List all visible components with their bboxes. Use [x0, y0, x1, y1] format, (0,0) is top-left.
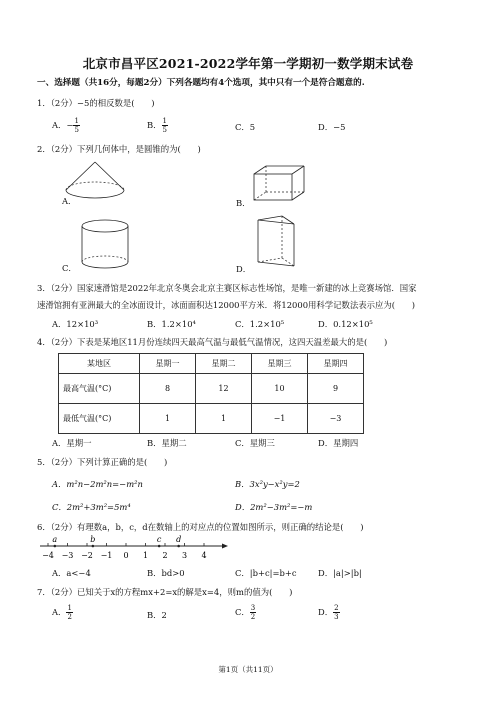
q7-a-numerator: 1 [67, 604, 72, 612]
table-header-row [59, 354, 364, 374]
header-cell: 星期三 [252, 354, 308, 374]
table-cell: 9 [308, 374, 364, 404]
question-3-line2: 速滑馆拥有亚洲最大的全冰面设计，冰面面积达12000平方米．将12000用科学记数法表示应为( ) [37, 300, 416, 310]
q4-option-c: C．星期三 [235, 438, 275, 448]
question-1 [37, 97, 155, 109]
question-2: 2．（2分）下列几何体中，是圆锥的为( ) [37, 144, 201, 154]
q7-c-label: C． [235, 607, 250, 617]
q7-option-d [318, 604, 340, 621]
number-line-tick-label: −4 [42, 551, 54, 560]
q4-option-a: A．星期一 [52, 438, 92, 448]
q1-b-fraction [162, 117, 168, 134]
q1-a-denominator: 5 [74, 126, 79, 134]
q4-option-d: D．星期四 [318, 438, 359, 448]
q1-option-d: D．−5 [318, 122, 346, 132]
number-line-tick-label: 0 [123, 551, 129, 560]
q7-a-fraction [66, 604, 72, 621]
q1-b-numerator: 1 [162, 117, 167, 125]
q4-option-b: B．星期二 [147, 438, 187, 448]
q1-number: −5 [76, 98, 90, 108]
number-line-tick-label: −3 [61, 551, 74, 560]
table-cell: 8 [140, 374, 196, 404]
q3-option-d: D．0.12×10⁵ [318, 319, 373, 329]
page-title: 北京市昌平区2021-2022学年第一学期初一数学期末试卷 [82, 56, 414, 71]
row-label: 最高气温(°C) [59, 374, 140, 404]
q7-d-denominator: 3 [334, 613, 339, 621]
table-cell: 12 [196, 374, 252, 404]
q1-a-sign: − [66, 120, 74, 130]
question-6: 6．（2分）有理数a，b，c，d在数轴上的对应点的位置如图所示，则正确的结论是( ) [37, 522, 364, 532]
q3-option-b: B．1.2×10⁴ [147, 319, 196, 329]
row-label: 最低气温(°C) [59, 404, 140, 434]
q7-option-a [52, 604, 73, 621]
table-row [59, 374, 364, 404]
q1-option-c: C．5 [235, 122, 256, 132]
table-cell: 10 [252, 374, 308, 404]
number-line-tick-label: −2 [81, 551, 93, 560]
q1-prefix: 1．（2分） [37, 98, 77, 108]
q7-d-numerator: 2 [334, 604, 339, 612]
q5-option-c: C．2m²+3m²=5m⁴ [52, 502, 131, 512]
q5-option-b: B．3x²y−x²y=2 [235, 479, 300, 489]
number-line-tick-label: 4 [201, 551, 207, 560]
number-line-tick-label: 3 [181, 551, 188, 560]
q7-a-denominator: 2 [67, 613, 72, 621]
q1-a-label: A． [52, 120, 67, 130]
table-row [59, 404, 364, 434]
q2-option-b: B． [236, 198, 251, 208]
arrow-icon [222, 544, 228, 549]
header-cell: 星期四 [308, 354, 364, 374]
header-cell: 星期一 [140, 354, 196, 374]
q6-option-a: A．a<−4 [52, 568, 91, 578]
q3-option-c: C．1.2×10⁵ [235, 319, 285, 329]
q1-a-numerator: 1 [74, 117, 79, 125]
section-heading: 一、选择题（共16分，每题2分）下列各题均有4个选项，其中只有一个是符合题意的. [37, 78, 365, 88]
number-line-point [54, 545, 57, 548]
question-5: 5．（2分）下列计算正确的是( ) [37, 457, 168, 467]
q1-a-fraction [73, 117, 79, 134]
q7-d-label: D． [318, 607, 334, 617]
q6-option-c: C．|b+c|=b+c [235, 568, 297, 578]
question-4: 4．（2分）下表是某地区11月份连续四天最高气温与最低气温情况，这四天温差最大的是( ) [37, 337, 388, 347]
q1-b-denominator: 5 [162, 126, 167, 134]
number-line [40, 536, 240, 564]
q7-d-fraction [333, 604, 339, 621]
number-line-tick-label: 1 [142, 551, 149, 560]
question-7: 7．（2分）已知关于x的方程mx+2=x的解是x=4，则m的值为( ) [37, 587, 293, 597]
number-line-point-label: c [156, 535, 162, 544]
q7-c-fraction [250, 604, 256, 621]
q7-option-c [235, 604, 256, 621]
table-cell: −1 [252, 404, 308, 434]
cuboid-figure [250, 164, 310, 204]
q7-option-b: B．2 [147, 610, 167, 620]
number-line-point [158, 545, 161, 548]
q5-option-a: A．m²n−2m²n=−m²n [52, 479, 143, 489]
q3-option-a: A．12×10³ [52, 319, 99, 329]
q1-b-label: B． [147, 120, 162, 130]
q2-option-d: D． [236, 264, 252, 274]
prism-figure [252, 214, 302, 272]
q1-option-a [52, 117, 80, 134]
q2-option-c: C． [62, 263, 77, 273]
number-line-point-label: b [90, 535, 96, 544]
number-line-point-label: a [52, 535, 58, 544]
q6-option-b: B．bd>0 [147, 568, 185, 578]
temperature-table [58, 353, 364, 434]
q2-option-a: A． [62, 196, 77, 206]
number-line-point [177, 545, 180, 548]
q6-option-d: D．|a|>|b| [318, 568, 362, 578]
table-cell: 1 [196, 404, 252, 434]
number-line-point [92, 545, 95, 548]
q1-option-b [147, 117, 168, 134]
q5-option-d: D．2m²−3m²=−m [235, 502, 313, 512]
number-line-tick-label: 2 [162, 551, 168, 560]
q7-c-denominator: 2 [250, 613, 256, 621]
page-footer: 第1页（共11页） [218, 665, 278, 674]
table-cell: 1 [140, 404, 196, 434]
q7-c-numerator: 3 [250, 604, 256, 612]
question-3-line1: 3．（2分）国家速滑馆是2022年北京冬奥会北京主赛区标志性场馆，是唯一新建的冰上竞赛场馆．国家 [37, 283, 417, 293]
q1-suffix: 的相反数是( ) [89, 98, 155, 108]
number-line-point-label: d [176, 535, 182, 544]
q7-a-label: A． [52, 607, 67, 617]
table-cell: −3 [308, 404, 364, 434]
header-cell: 星期二 [196, 354, 252, 374]
number-line-tick-label: −1 [100, 551, 113, 560]
header-cell: 某地区 [59, 354, 140, 374]
cylinder-figure [78, 218, 138, 272]
